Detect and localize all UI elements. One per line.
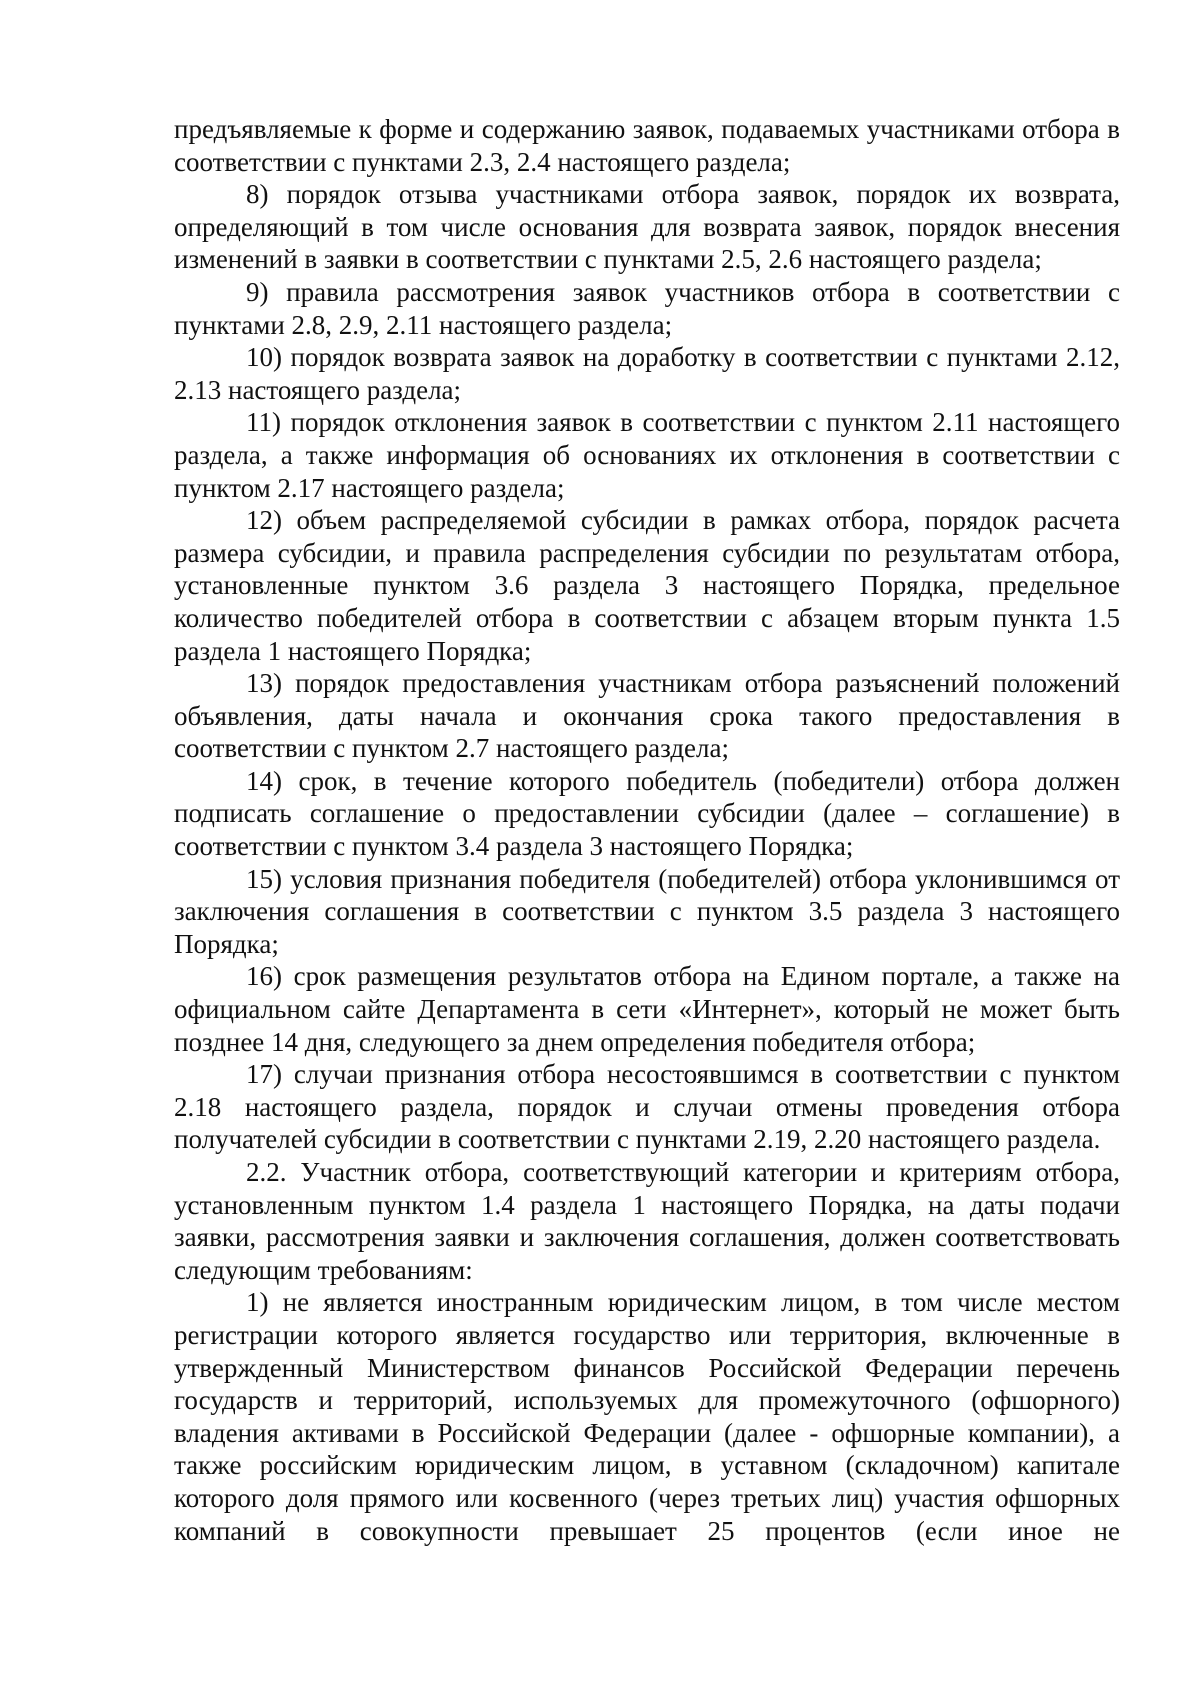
paragraph-item-11: 11) порядок отклонения заявок в соответствии с пунктом 2.11 настоящего раздела, а также информация об основаниях их отклонения в соответствии с пунктом 2.17 настоящего раздела; bbox=[174, 407, 1120, 503]
paragraph-requirements-continuation: предъявляемые к форме и содержанию заявок, подаваемых участниками отбора в соответствии с пунктами 2.3, 2.4 настоящего раздела; bbox=[174, 114, 1120, 177]
paragraph-item-8: 8) порядок отзыва участниками отбора заявок, порядок их возврата, определяющий в том числе основания для возврата заявок, порядок внесения изменений в заявки в соответствии с пунктами 2.5, 2.6 настоящего раздела; bbox=[174, 179, 1120, 275]
paragraph-item-9: 9) правила рассмотрения заявок участников отбора в соответствии с пунктами 2.8, 2.9, 2.11 настоящего раздела; bbox=[174, 276, 1120, 340]
paragraph-section-2-2: 2.2. Участник отбора, соответствующий категории и критериям отбора, установленным пунктом 1.4 раздела 1 настоящего Порядка, на даты подачи заявки, рассмотрения заявки и заключения соглашения, должен соответствовать следующим требованиям: bbox=[174, 1157, 1120, 1285]
paragraph-requirement-1: 1) не является иностранным юридическим лицом, в том числе местом регистрации которого является государство или территория, включенные в утвержденный Министерством финансов Российской Федерации перечень государств и территорий, используемых для промежуточного (офшорного) владения активами в Российской Федерации (далее - офшорные компании), а также российским юридическим лицом, в уставном (складочном) капитале которого доля прямого или косвенного (через третьих лиц) участия офшорных компаний в совокупности превышает 25 процентов (если иное не bbox=[174, 1287, 1120, 1546]
paragraph-item-15: 15) условия признания победителя (победителей) отбора уклонившимся от заключения соглашения в соответствии с пунктом 3.5 раздела 3 настоящего Порядка; bbox=[174, 863, 1120, 959]
document-body bbox=[174, 113, 1120, 1547]
paragraph-item-16: 16) срок размещения результатов отбора на Едином портале, а также на официальном сайте Департамента в сети «Интернет», который не может быть позднее 14 дня, следующего за днем определения победителя отбора; bbox=[174, 961, 1120, 1057]
paragraph-item-13: 13) порядок предоставления участникам отбора разъяснений положений объявления, даты начала и окончания срока такого предоставления в соответствии с пунктом 2.7 настоящего раздела; bbox=[174, 668, 1120, 764]
paragraph-item-17: 17) случаи признания отбора несостоявшимся в соответствии с пунктом 2.18 настоящего раздела, порядок и случаи отмены проведения отбора получателей субсидии в соответствии с пунктами 2.19, 2.20 настоящего раздела. bbox=[174, 1059, 1120, 1155]
paragraph-item-10: 10) порядок возврата заявок на доработку в соответствии с пунктами 2.12, 2.13 настоящего раздела; bbox=[174, 342, 1120, 405]
paragraph-item-12: 12) объем распределяемой субсидии в рамках отбора, порядок расчета размера субсидии, и правила распределения субсидии по результатам отбора, установленные пунктом 3.6 раздела 3 настоящего Порядка, предельное количество победителей отбора в соответствии с абзацем вторым пункта 1.5 раздела 1 настоящего Порядка; bbox=[174, 505, 1120, 666]
paragraph-item-14: 14) срок, в течение которого победитель (победители) отбора должен подписать соглашение о предоставлении субсидии (далее – соглашение) в соответствии с пунктом 3.4 раздела 3 настоящего Порядка; bbox=[174, 765, 1120, 862]
